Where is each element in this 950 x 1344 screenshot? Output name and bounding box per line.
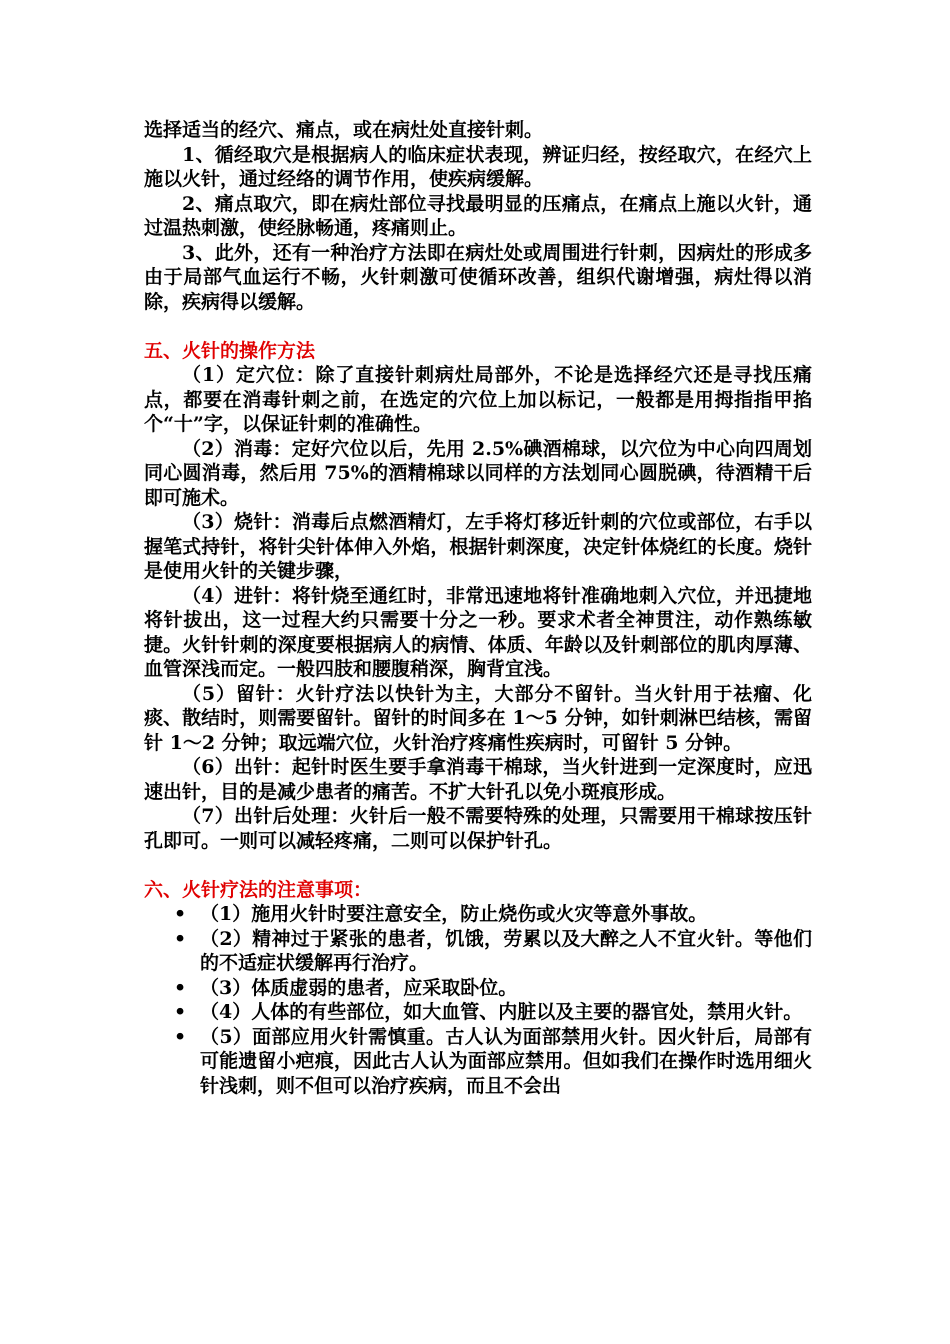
precaution-text: （3）体质虚弱的患者，应采取卧位。 xyxy=(200,976,518,999)
intro-paragraph-2: 2、痛点取穴，即在病灶部位寻找最明显的压痛点，在痛点上施以火针，通过温热刺激，使经脉畅通，疼痛则止。 xyxy=(144,192,812,239)
precautions-list xyxy=(144,902,812,1098)
operation-step-6: （6）出针：起针时医生要手拿消毒干棉球，当火针进到一定深度时，应迅速出针，目的是减少患者的痛苦。不扩大针孔以免小斑痕形成。 xyxy=(144,756,812,803)
bullet-icon: • xyxy=(174,927,187,950)
intro-line: 选择适当的经穴、痛点，或在病灶处直接针刺。 xyxy=(144,119,544,141)
bullet-icon: • xyxy=(174,903,187,925)
precaution-text: （4）人体的有些部位，如大血管、内脏以及主要的器官处，禁用火针。 xyxy=(200,1001,803,1023)
precaution-item-5 xyxy=(144,1025,812,1099)
precaution-text: （5）面部应用火针需慎重。古人认为面部禁用火针。因火针后，局部有可能遗留小疤痕，因此古人认为面部应禁用。但如我们在操作时选用细火针浅刺，则不但可以治疗疾病，而且不会出 xyxy=(200,1025,812,1097)
operation-step-3: （3）烧针：消毒后点燃酒精灯，左手将灯移近针刺的穴位或部位，右手以握笔式持针，将针尖针体伸入外焰，根据针刺深度，决定针体烧红的长度。烧针是使用火针的关键步骤， xyxy=(144,511,812,582)
precaution-item-1 xyxy=(144,902,812,927)
document-page xyxy=(144,118,812,1098)
operation-step-4: （4）进针：将针烧至通红时，非常迅速地将针准确地刺入穴位，并迅捷地将针拔出，这一过程大约只需要十分之一秒。要求术者全神贯注，动作熟练敏捷。火针针刺的深度要根据病人的病情、体质、年龄以及针刺部位的肌肉厚薄、血管深浅而定。一般四肢和腰腹稍深，胸背宜浅。 xyxy=(144,584,812,680)
operation-step-2: （2）消毒：定好穴位以后，先用 2.5%碘酒棉球，以穴位为中心向四周划同心圆消毒，然后用 75%的酒精棉球以同样的方法划同心圆脱碘，待酒精干后即可施术。 xyxy=(144,437,812,509)
intro-paragraph-3: 3、此外，还有一种治疗方法即在病灶处或周围进行针刺，因病灶的形成多由于局部气血运行不畅，火针刺激可使循环改善，组织代谢增强，病灶得以消除，疾病得以缓解。 xyxy=(144,241,812,313)
section-5-title: 五、火针的操作方法 xyxy=(144,339,316,362)
operation-step-7: （7）出针后处理：火针后一般不需要特殊的处理，只需要用干棉球按压针孔即可。一则可以减轻疼痛，二则可以保护针孔。 xyxy=(144,805,812,852)
precaution-text: （1）施用火针时要注意安全，防止烧伤或火灾等意外事故。 xyxy=(200,903,708,925)
precaution-item-4 xyxy=(144,1000,812,1025)
bullet-icon: • xyxy=(174,1001,187,1023)
operation-step-1: （1）定穴位：除了直接针刺病灶局部外，不论是选择经穴还是寻找压痛点，都要在消毒针刺之前，在选定的穴位上加以标记，一般都是用拇指指甲掐个“十”字，以保证针刺的准确性。 xyxy=(144,364,812,435)
intro-paragraph-1: 1、循经取穴是根据病人的临床症状表现，辨证归经，按经取穴，在经穴上施以火针，通过经络的调节作用，使疾病缓解。 xyxy=(144,143,812,190)
section-6-title: 六、火针疗法的注意事项： xyxy=(144,878,373,901)
precaution-item-2 xyxy=(144,927,812,976)
precaution-text: （2）精神过于紧张的患者，饥饿，劳累以及大醉之人不宜火针。等他们的不适症状缓解再行治疗。 xyxy=(200,927,812,974)
bullet-icon: • xyxy=(174,1025,187,1048)
precaution-item-3 xyxy=(144,976,812,1001)
bullet-icon: • xyxy=(174,976,187,999)
operation-step-5: （5）留针：火针疗法以快针为主，大部分不留针。当火针用于祛瘤、化痰、散结时，则需要留针。留针的时间多在 1～5 分钟，如针刺淋巴结核，需留针 1～2 分钟；取远端穴位，火针治疗疼痛性疾病时，可留针 5 分钟。 xyxy=(144,682,812,754)
